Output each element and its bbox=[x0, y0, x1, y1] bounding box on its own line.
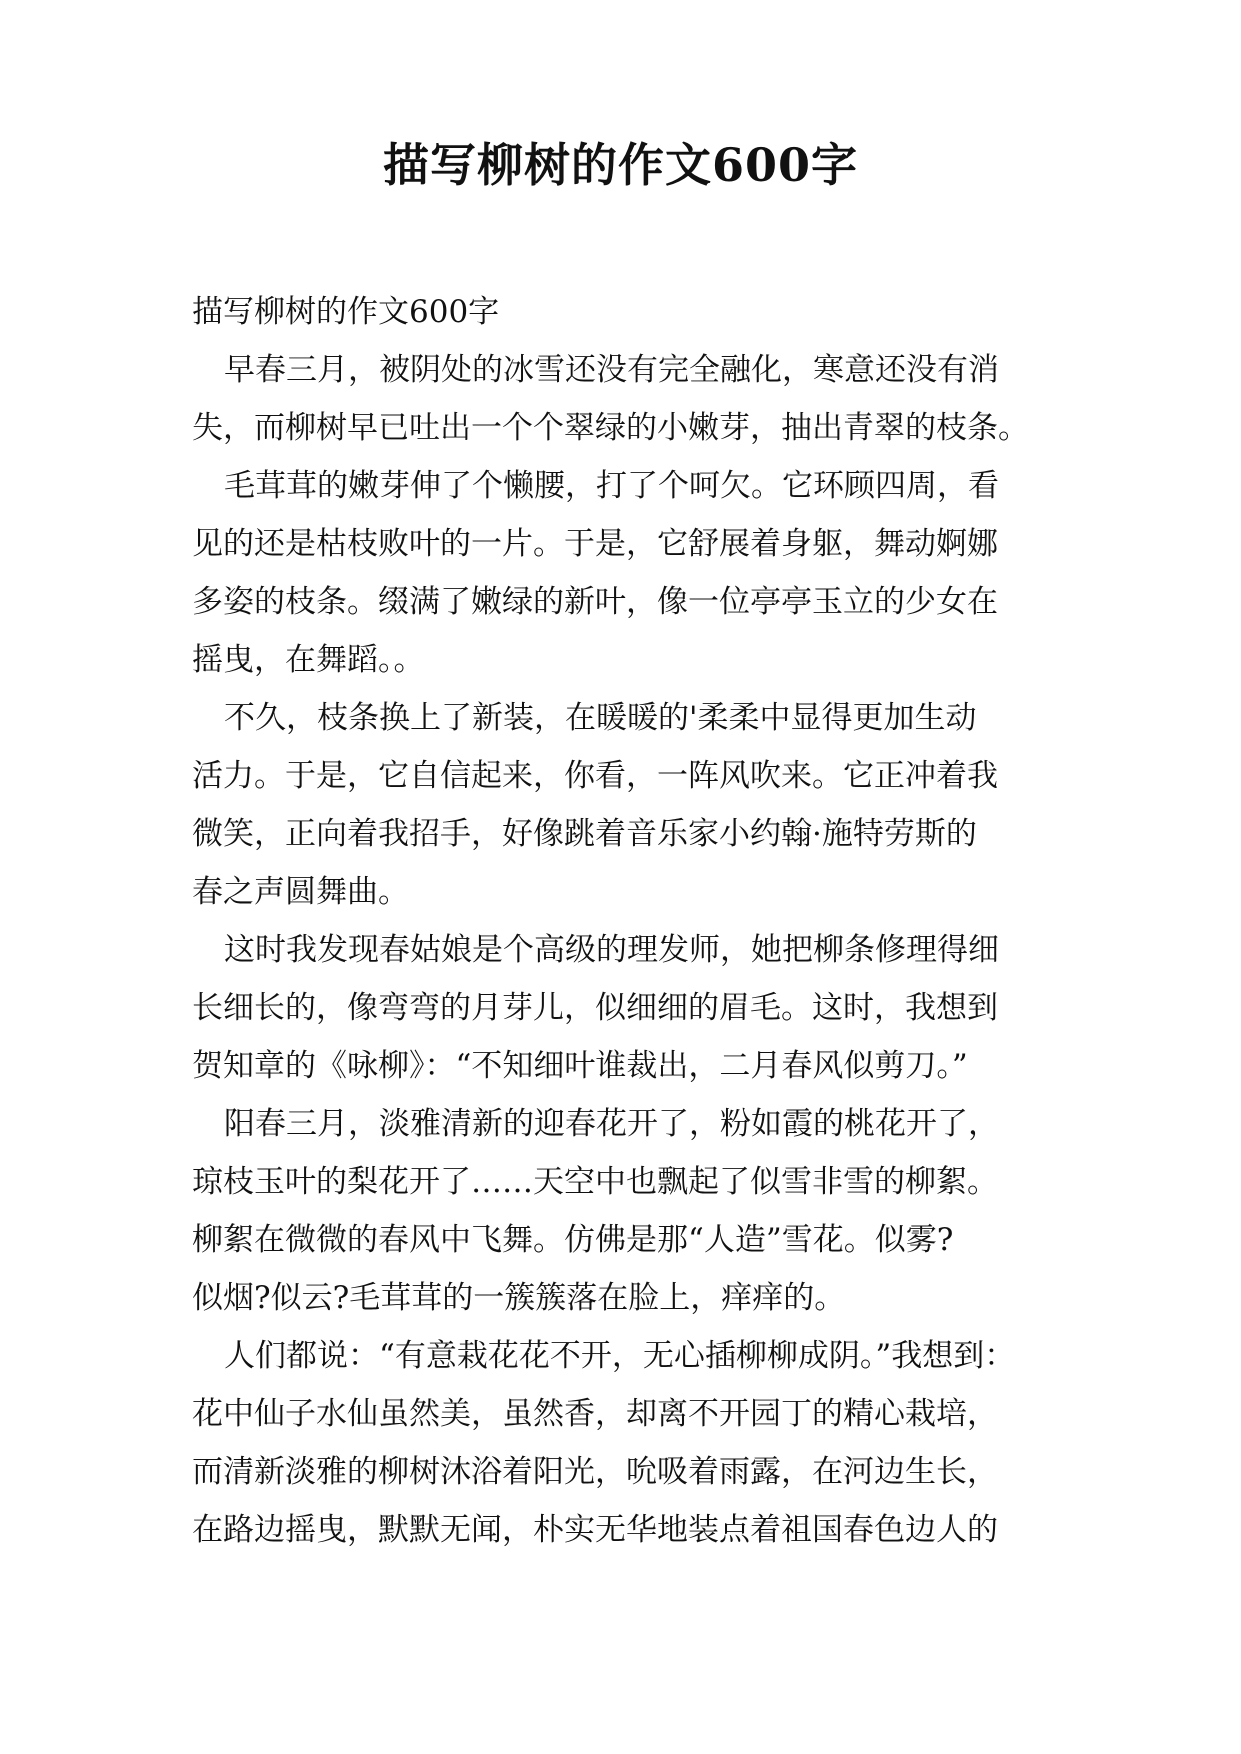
paragraph-line: 长细长的，像弯弯的月芽儿，似细细的眉毛。这时，我想到 bbox=[192, 990, 998, 1026]
paragraph-line: 毛茸茸的嫩芽伸了个懒腰，打了个呵欠。它环顾四周，看 bbox=[224, 468, 999, 504]
paragraph-line: 贺知章的《咏柳》：“不知细叶谁裁出，二月春风似剪刀。” bbox=[192, 1048, 968, 1084]
paragraph-line: 柳絮在微微的春风中飞舞。仿佛是那“人造”雪花。似雾? bbox=[192, 1222, 954, 1258]
paragraph-line: 摇曳，在舞蹈。。 bbox=[192, 642, 425, 678]
document-title: 描写柳树的作文600字 bbox=[382, 138, 859, 192]
paragraph-line: 早春三月，被阴处的冰雪还没有完全融化，寒意还没有消 bbox=[224, 352, 999, 388]
paragraph-line: 不久，枝条换上了新装，在暖暖的'柔柔中显得更加生动 bbox=[224, 700, 977, 736]
paragraph-line: 失，而柳树早已吐出一个个翠绿的小嫩芽，抽出青翠的枝条。 bbox=[192, 410, 1029, 446]
document-subtitle: 描写柳树的作文600字 bbox=[192, 294, 500, 330]
paragraph-line: 似烟?似云?毛茸茸的一簇簇落在脸上，痒痒的。 bbox=[192, 1280, 846, 1316]
paragraph-line: 阳春三月，淡雅清新的迎春花开了，粉如霞的桃花开了， bbox=[224, 1106, 999, 1142]
document-body bbox=[192, 283, 1052, 1559]
paragraph-line: 这时我发现春姑娘是个高级的理发师，她把柳条修理得细 bbox=[224, 932, 999, 968]
paragraph-line: 见的还是枯枝败叶的一片。于是，它舒展着身躯，舞动婀娜 bbox=[192, 526, 998, 562]
paragraph-line: 琼枝玉叶的梨花开了……天空中也飘起了似雪非雪的柳絮。 bbox=[192, 1164, 998, 1200]
paragraph-line: 花中仙子水仙虽然美，虽然香，却离不开园丁的精心栽培， bbox=[192, 1396, 998, 1432]
paragraph-line: 春之声圆舞曲。 bbox=[192, 874, 409, 910]
paragraph-line: 而清新淡雅的柳树沐浴着阳光，吮吸着雨露，在河边生长， bbox=[192, 1454, 998, 1490]
paragraph-line: 在路边摇曳，默默无闻，朴实无华地装点着祖国春色边人的 bbox=[192, 1512, 998, 1548]
paragraph-line: 人们都说：“有意栽花花不开，无心插柳柳成阴。”我想到： bbox=[224, 1338, 1016, 1374]
paragraph-line: 多姿的枝条。缀满了嫩绿的新叶，像一位亭亭玉立的少女在 bbox=[192, 584, 998, 620]
paragraph-line: 微笑，正向着我招手，好像跳着音乐家小约翰·施特劳斯的 bbox=[192, 816, 977, 852]
paragraph-line: 活力。于是，它自信起来，你看，一阵风吹来。它正冲着我 bbox=[192, 758, 998, 794]
